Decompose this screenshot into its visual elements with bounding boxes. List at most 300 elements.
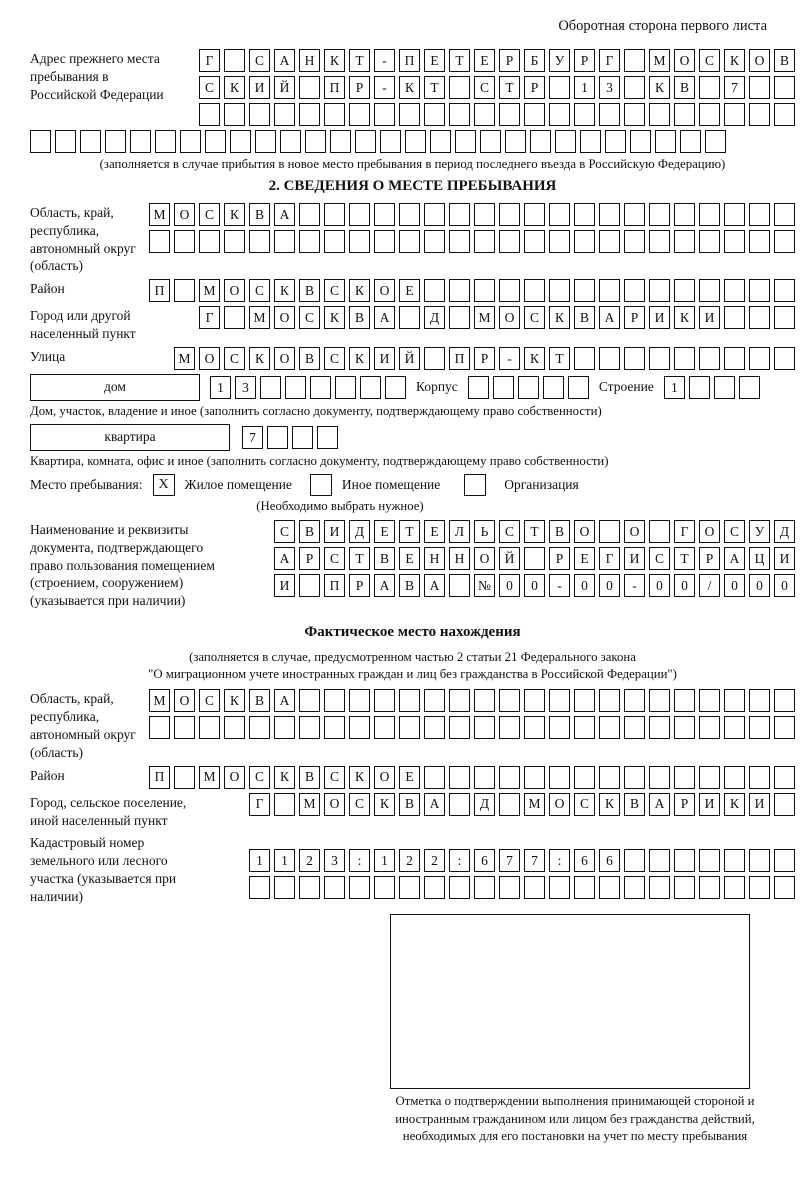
char-box[interactable] xyxy=(549,279,570,302)
char-box[interactable] xyxy=(574,203,595,226)
char-box[interactable]: 0 xyxy=(524,574,545,597)
char-box[interactable]: 1 xyxy=(574,76,595,99)
char-box[interactable] xyxy=(224,716,245,739)
char-box[interactable] xyxy=(274,793,295,816)
char-box[interactable]: А xyxy=(274,49,295,72)
char-box[interactable]: О xyxy=(374,279,395,302)
char-box[interactable]: О xyxy=(549,793,570,816)
char-box[interactable] xyxy=(349,103,370,126)
char-box[interactable]: С xyxy=(249,279,270,302)
char-box[interactable] xyxy=(349,203,370,226)
char-box[interactable] xyxy=(599,876,620,899)
char-box[interactable]: Т xyxy=(449,49,470,72)
char-box[interactable] xyxy=(499,716,520,739)
char-box[interactable] xyxy=(524,766,545,789)
char-box[interactable]: М xyxy=(299,793,320,816)
char-box[interactable]: А xyxy=(599,306,620,329)
char-box[interactable] xyxy=(449,230,470,253)
char-box[interactable] xyxy=(724,279,745,302)
char-box[interactable]: 0 xyxy=(749,574,770,597)
char-box[interactable] xyxy=(149,230,170,253)
char-box[interactable]: П xyxy=(324,574,345,597)
char-box[interactable]: В xyxy=(399,793,420,816)
char-box[interactable]: 3 xyxy=(599,76,620,99)
char-box[interactable] xyxy=(699,766,720,789)
char-box[interactable]: В xyxy=(299,766,320,789)
char-box[interactable] xyxy=(624,716,645,739)
char-box[interactable] xyxy=(724,347,745,370)
char-box[interactable]: 1 xyxy=(374,849,395,872)
char-box[interactable] xyxy=(630,130,651,153)
char-box[interactable] xyxy=(655,130,676,153)
char-box[interactable] xyxy=(714,376,735,399)
char-box[interactable] xyxy=(774,203,795,226)
char-box[interactable] xyxy=(774,793,795,816)
char-box[interactable]: - xyxy=(549,574,570,597)
char-box[interactable]: 0 xyxy=(649,574,670,597)
char-box[interactable] xyxy=(699,347,720,370)
char-box[interactable] xyxy=(299,230,320,253)
char-box[interactable]: 0 xyxy=(674,574,695,597)
char-box[interactable]: В xyxy=(549,520,570,543)
char-box[interactable] xyxy=(174,716,195,739)
char-box[interactable]: С xyxy=(574,793,595,816)
char-box[interactable]: - xyxy=(624,574,645,597)
char-box[interactable] xyxy=(374,230,395,253)
char-box[interactable] xyxy=(424,103,445,126)
char-box[interactable]: К xyxy=(724,49,745,72)
char-box[interactable] xyxy=(699,76,720,99)
char-box[interactable] xyxy=(374,716,395,739)
char-box[interactable]: Р xyxy=(524,76,545,99)
char-box[interactable]: А xyxy=(424,793,445,816)
char-box[interactable] xyxy=(524,203,545,226)
char-box[interactable] xyxy=(299,876,320,899)
char-box[interactable] xyxy=(674,230,695,253)
char-box[interactable]: : xyxy=(549,849,570,872)
char-box[interactable]: К xyxy=(274,766,295,789)
char-box[interactable]: Е xyxy=(399,279,420,302)
char-box[interactable] xyxy=(274,103,295,126)
char-box[interactable] xyxy=(774,76,795,99)
char-box[interactable] xyxy=(349,876,370,899)
char-box[interactable]: В xyxy=(674,76,695,99)
char-box[interactable] xyxy=(605,130,626,153)
char-box[interactable]: М xyxy=(649,49,670,72)
char-box[interactable] xyxy=(549,76,570,99)
char-box[interactable]: 2 xyxy=(299,849,320,872)
char-box[interactable] xyxy=(749,230,770,253)
char-box[interactable] xyxy=(474,876,495,899)
char-box[interactable]: О xyxy=(174,689,195,712)
char-box[interactable]: И xyxy=(774,547,795,570)
char-box[interactable] xyxy=(724,306,745,329)
char-box[interactable] xyxy=(310,376,331,399)
char-box[interactable]: Е xyxy=(374,520,395,543)
char-box[interactable]: К xyxy=(399,76,420,99)
char-box[interactable] xyxy=(674,849,695,872)
char-box[interactable]: М xyxy=(199,766,220,789)
char-box[interactable]: М xyxy=(199,279,220,302)
char-box[interactable] xyxy=(574,103,595,126)
char-box[interactable] xyxy=(774,876,795,899)
char-box[interactable]: 0 xyxy=(599,574,620,597)
char-box[interactable] xyxy=(105,130,126,153)
char-box[interactable]: 6 xyxy=(574,849,595,872)
char-box[interactable]: Р xyxy=(474,347,495,370)
char-box[interactable] xyxy=(524,689,545,712)
char-box[interactable] xyxy=(649,716,670,739)
char-box[interactable]: Ь xyxy=(474,520,495,543)
char-box[interactable] xyxy=(305,130,326,153)
char-box[interactable]: Т xyxy=(499,76,520,99)
char-box[interactable]: В xyxy=(399,574,420,597)
char-box[interactable]: О xyxy=(224,279,245,302)
char-box[interactable] xyxy=(474,766,495,789)
char-box[interactable] xyxy=(749,103,770,126)
char-box[interactable] xyxy=(385,376,406,399)
char-box[interactable]: С xyxy=(649,547,670,570)
char-box[interactable]: И xyxy=(749,793,770,816)
char-box[interactable] xyxy=(699,716,720,739)
char-box[interactable] xyxy=(624,279,645,302)
char-box[interactable] xyxy=(549,103,570,126)
char-box[interactable]: С xyxy=(249,766,270,789)
char-box[interactable] xyxy=(649,103,670,126)
char-box[interactable]: К xyxy=(224,76,245,99)
char-box[interactable]: О xyxy=(624,520,645,543)
char-box[interactable] xyxy=(524,279,545,302)
char-box[interactable] xyxy=(699,279,720,302)
char-box[interactable]: Р xyxy=(299,547,320,570)
char-box[interactable]: Г xyxy=(599,547,620,570)
char-box[interactable]: Р xyxy=(549,547,570,570)
char-box[interactable] xyxy=(499,103,520,126)
char-box[interactable]: Е xyxy=(424,49,445,72)
char-box[interactable] xyxy=(624,49,645,72)
char-box[interactable]: А xyxy=(274,689,295,712)
char-box[interactable] xyxy=(199,103,220,126)
char-box[interactable] xyxy=(299,76,320,99)
char-box[interactable] xyxy=(499,279,520,302)
char-box[interactable]: М xyxy=(249,306,270,329)
char-box[interactable]: О xyxy=(274,347,295,370)
char-box[interactable]: Р xyxy=(674,793,695,816)
char-box[interactable] xyxy=(724,103,745,126)
char-box[interactable] xyxy=(649,766,670,789)
char-box[interactable] xyxy=(774,716,795,739)
char-box[interactable] xyxy=(680,130,701,153)
char-box[interactable]: 1 xyxy=(274,849,295,872)
char-box[interactable] xyxy=(499,876,520,899)
char-box[interactable] xyxy=(699,876,720,899)
char-box[interactable] xyxy=(374,203,395,226)
char-box[interactable] xyxy=(749,347,770,370)
char-box[interactable] xyxy=(468,376,489,399)
char-box[interactable]: С xyxy=(349,793,370,816)
char-box[interactable]: Р xyxy=(499,49,520,72)
char-box[interactable] xyxy=(580,130,601,153)
char-box[interactable]: П xyxy=(449,347,470,370)
char-box[interactable] xyxy=(624,230,645,253)
char-box[interactable]: В xyxy=(574,306,595,329)
char-box[interactable]: - xyxy=(374,76,395,99)
char-box[interactable]: О xyxy=(574,520,595,543)
char-box[interactable] xyxy=(599,279,620,302)
char-box[interactable] xyxy=(674,279,695,302)
char-box[interactable] xyxy=(674,689,695,712)
char-box[interactable]: К xyxy=(724,793,745,816)
char-box[interactable] xyxy=(255,130,276,153)
char-box[interactable] xyxy=(424,689,445,712)
char-box[interactable] xyxy=(599,716,620,739)
char-box[interactable] xyxy=(449,716,470,739)
char-box[interactable]: К xyxy=(224,689,245,712)
char-box[interactable] xyxy=(624,103,645,126)
char-box[interactable] xyxy=(249,876,270,899)
char-box[interactable]: О xyxy=(499,306,520,329)
char-box[interactable] xyxy=(689,376,710,399)
char-box[interactable]: Н xyxy=(424,547,445,570)
char-box[interactable]: 7 xyxy=(242,426,263,449)
char-box[interactable] xyxy=(449,766,470,789)
char-box[interactable]: Р xyxy=(574,49,595,72)
char-box[interactable] xyxy=(549,203,570,226)
char-box[interactable]: Д xyxy=(349,520,370,543)
flat-type-field[interactable]: квартира xyxy=(30,424,230,451)
char-box[interactable] xyxy=(724,203,745,226)
char-box[interactable] xyxy=(649,279,670,302)
char-box[interactable] xyxy=(449,574,470,597)
char-box[interactable] xyxy=(749,306,770,329)
char-box[interactable] xyxy=(699,689,720,712)
char-box[interactable]: К xyxy=(524,347,545,370)
char-box[interactable]: О xyxy=(374,766,395,789)
char-box[interactable] xyxy=(699,103,720,126)
char-box[interactable] xyxy=(649,520,670,543)
char-box[interactable] xyxy=(474,689,495,712)
char-box[interactable]: И xyxy=(249,76,270,99)
char-box[interactable] xyxy=(249,103,270,126)
char-box[interactable] xyxy=(574,716,595,739)
char-box[interactable] xyxy=(649,689,670,712)
char-box[interactable] xyxy=(774,103,795,126)
char-box[interactable]: К xyxy=(349,347,370,370)
char-box[interactable]: 3 xyxy=(235,376,256,399)
char-box[interactable]: М xyxy=(149,203,170,226)
char-box[interactable] xyxy=(299,203,320,226)
char-box[interactable] xyxy=(449,793,470,816)
char-box[interactable] xyxy=(524,230,545,253)
char-box[interactable]: О xyxy=(699,520,720,543)
char-box[interactable]: К xyxy=(674,306,695,329)
char-box[interactable]: Г xyxy=(249,793,270,816)
char-box[interactable] xyxy=(449,76,470,99)
char-box[interactable] xyxy=(724,876,745,899)
char-box[interactable]: Н xyxy=(449,547,470,570)
char-box[interactable]: О xyxy=(749,49,770,72)
char-box[interactable]: У xyxy=(749,520,770,543)
char-box[interactable]: В xyxy=(349,306,370,329)
char-box[interactable] xyxy=(80,130,101,153)
char-box[interactable]: С xyxy=(274,520,295,543)
char-box[interactable] xyxy=(574,876,595,899)
char-box[interactable]: Б xyxy=(524,49,545,72)
char-box[interactable] xyxy=(224,49,245,72)
char-box[interactable]: У xyxy=(549,49,570,72)
char-box[interactable] xyxy=(649,230,670,253)
char-box[interactable] xyxy=(399,306,420,329)
char-box[interactable] xyxy=(739,376,760,399)
char-box[interactable] xyxy=(474,716,495,739)
char-box[interactable]: О xyxy=(274,306,295,329)
char-box[interactable] xyxy=(549,716,570,739)
house-type-field[interactable]: дом xyxy=(30,374,200,401)
char-box[interactable]: С xyxy=(324,347,345,370)
char-box[interactable]: М xyxy=(474,306,495,329)
char-box[interactable]: Е xyxy=(424,520,445,543)
char-box[interactable]: : xyxy=(449,849,470,872)
char-box[interactable]: В xyxy=(249,203,270,226)
char-box[interactable]: 7 xyxy=(724,76,745,99)
char-box[interactable] xyxy=(374,876,395,899)
char-box[interactable] xyxy=(324,203,345,226)
char-box[interactable] xyxy=(505,130,526,153)
char-box[interactable]: О xyxy=(474,547,495,570)
char-box[interactable] xyxy=(624,766,645,789)
char-box[interactable] xyxy=(574,279,595,302)
char-box[interactable] xyxy=(324,716,345,739)
char-box[interactable] xyxy=(424,876,445,899)
char-box[interactable] xyxy=(274,876,295,899)
char-box[interactable] xyxy=(424,766,445,789)
char-box[interactable]: К xyxy=(324,306,345,329)
char-box[interactable]: А xyxy=(274,547,295,570)
char-box[interactable]: В xyxy=(299,347,320,370)
char-box[interactable] xyxy=(349,716,370,739)
char-box[interactable] xyxy=(649,203,670,226)
char-box[interactable] xyxy=(274,230,295,253)
char-box[interactable] xyxy=(230,130,251,153)
char-box[interactable] xyxy=(449,306,470,329)
char-box[interactable]: 6 xyxy=(599,849,620,872)
char-box[interactable] xyxy=(399,876,420,899)
char-box[interactable] xyxy=(599,520,620,543)
char-box[interactable] xyxy=(624,76,645,99)
char-box[interactable]: 2 xyxy=(399,849,420,872)
char-box[interactable] xyxy=(524,716,545,739)
char-box[interactable] xyxy=(299,689,320,712)
char-box[interactable] xyxy=(405,130,426,153)
char-box[interactable]: Т xyxy=(399,520,420,543)
char-box[interactable] xyxy=(274,716,295,739)
char-box[interactable]: К xyxy=(349,279,370,302)
char-box[interactable]: С xyxy=(499,520,520,543)
char-box[interactable]: 0 xyxy=(499,574,520,597)
char-box[interactable]: А xyxy=(374,306,395,329)
char-box[interactable] xyxy=(130,130,151,153)
char-box[interactable]: Л xyxy=(449,520,470,543)
char-box[interactable] xyxy=(355,130,376,153)
char-box[interactable] xyxy=(474,103,495,126)
char-box[interactable] xyxy=(749,716,770,739)
char-box[interactable] xyxy=(499,793,520,816)
char-box[interactable] xyxy=(699,230,720,253)
char-box[interactable] xyxy=(55,130,76,153)
char-box[interactable]: 1 xyxy=(664,376,685,399)
char-box[interactable]: А xyxy=(649,793,670,816)
char-box[interactable] xyxy=(774,849,795,872)
char-box[interactable]: 0 xyxy=(724,574,745,597)
char-box[interactable] xyxy=(374,689,395,712)
char-box[interactable] xyxy=(280,130,301,153)
char-box[interactable] xyxy=(624,876,645,899)
char-box[interactable] xyxy=(599,347,620,370)
char-box[interactable] xyxy=(724,766,745,789)
char-box[interactable]: П xyxy=(149,279,170,302)
char-box[interactable]: Ц xyxy=(749,547,770,570)
char-box[interactable] xyxy=(374,103,395,126)
char-box[interactable]: В xyxy=(374,547,395,570)
char-box[interactable] xyxy=(499,203,520,226)
char-box[interactable]: И xyxy=(699,793,720,816)
char-box[interactable] xyxy=(174,766,195,789)
char-box[interactable] xyxy=(574,230,595,253)
char-box[interactable] xyxy=(224,306,245,329)
char-box[interactable]: Р xyxy=(699,547,720,570)
char-box[interactable]: К xyxy=(549,306,570,329)
char-box[interactable]: Т xyxy=(674,547,695,570)
char-box[interactable] xyxy=(599,230,620,253)
char-box[interactable] xyxy=(749,203,770,226)
char-box[interactable]: Е xyxy=(574,547,595,570)
char-box[interactable] xyxy=(649,876,670,899)
char-box[interactable]: 0 xyxy=(774,574,795,597)
char-box[interactable]: С xyxy=(524,306,545,329)
char-box[interactable]: С xyxy=(299,306,320,329)
char-box[interactable]: О xyxy=(174,203,195,226)
char-box[interactable] xyxy=(430,130,451,153)
char-box[interactable] xyxy=(724,716,745,739)
char-box[interactable]: П xyxy=(149,766,170,789)
char-box[interactable]: С xyxy=(249,49,270,72)
char-box[interactable] xyxy=(330,130,351,153)
char-box[interactable]: А xyxy=(374,574,395,597)
char-box[interactable]: О xyxy=(674,49,695,72)
char-box[interactable]: С xyxy=(199,76,220,99)
char-box[interactable] xyxy=(474,230,495,253)
char-box[interactable]: - xyxy=(374,49,395,72)
char-box[interactable]: В xyxy=(299,520,320,543)
char-box[interactable] xyxy=(524,103,545,126)
char-box[interactable]: 7 xyxy=(499,849,520,872)
char-box[interactable]: 7 xyxy=(524,849,545,872)
checkbox-residential[interactable]: X xyxy=(153,474,175,496)
char-box[interactable]: С xyxy=(324,279,345,302)
char-box[interactable] xyxy=(474,279,495,302)
char-box[interactable] xyxy=(449,876,470,899)
char-box[interactable] xyxy=(424,203,445,226)
char-box[interactable]: Й xyxy=(274,76,295,99)
char-box[interactable] xyxy=(349,689,370,712)
char-box[interactable]: М xyxy=(149,689,170,712)
char-box[interactable] xyxy=(555,130,576,153)
char-box[interactable]: П xyxy=(399,49,420,72)
char-box[interactable] xyxy=(292,426,313,449)
char-box[interactable]: К xyxy=(349,766,370,789)
char-box[interactable] xyxy=(674,347,695,370)
char-box[interactable]: В xyxy=(774,49,795,72)
